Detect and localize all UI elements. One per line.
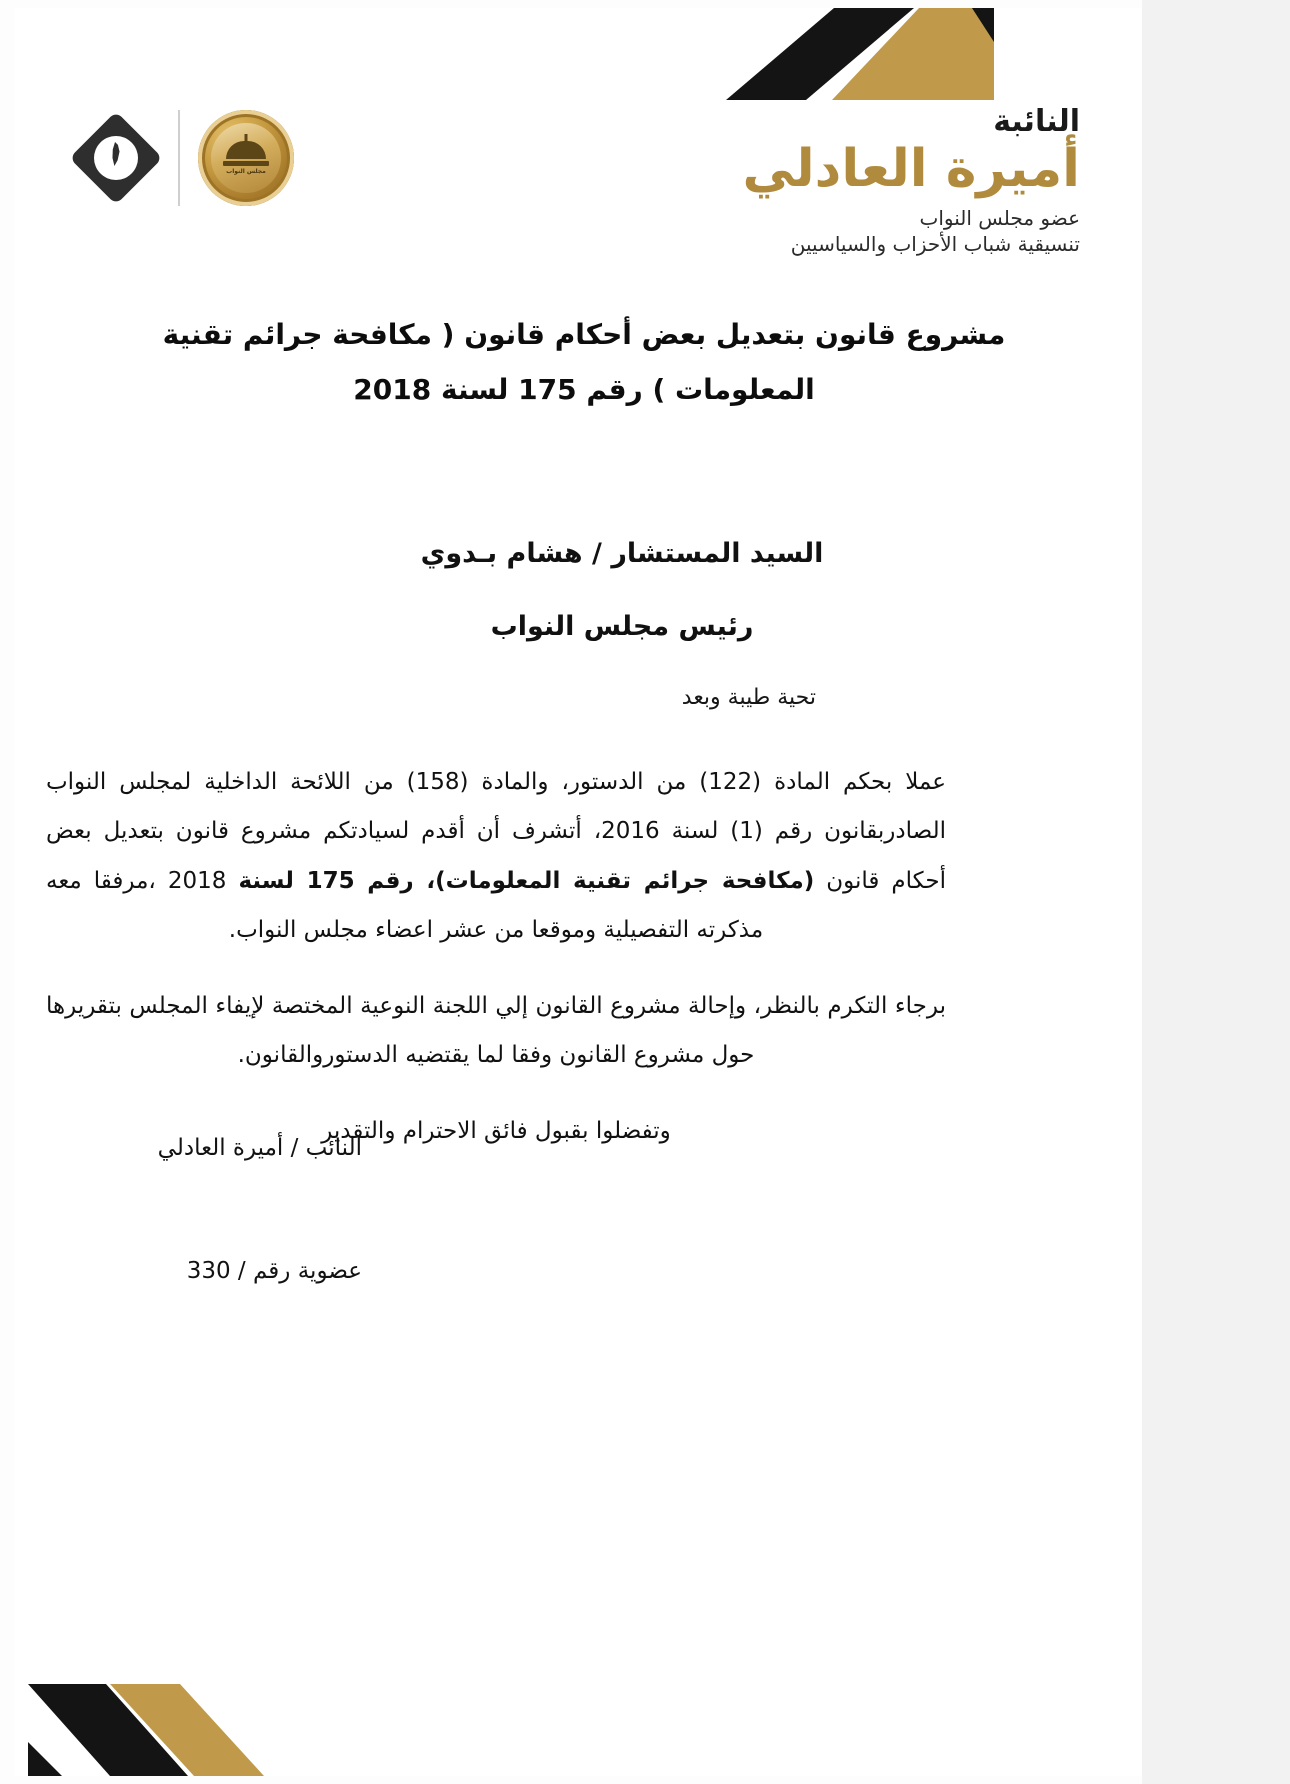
document-sheet: [14, 8, 1142, 1776]
representative-organization: تنسيقية شباب الأحزاب والسياسيين: [790, 231, 1080, 256]
body-paragraph-1-part-1: عملا بحكم المادة (122) من الدستور، والمادة (158) من اللائحة الداخلية لمجلس النواب الصادربقانون رقم (1) لسنة 2016، أتشرف أن أقدم لسيادتكم مشروع قانون بتعديل بعض أحكام قانون: [46, 769, 946, 894]
signature-membership-number: عضوية رقم / 330: [186, 1257, 362, 1284]
body-paragraph-1: [46, 758, 946, 956]
greeting-line: تحية طيبة وبعد: [681, 685, 816, 710]
coordination-logo-icon: [72, 112, 160, 204]
signature-name: النائب / أميرة العادلي: [157, 1135, 362, 1161]
representative-word: النائبة: [993, 104, 1080, 139]
addressee-post: رئيس مجلس النواب: [490, 611, 754, 642]
corner-decoration-top-right: [714, 8, 994, 100]
letter-body: [46, 758, 946, 1182]
parliament-seal-icon: [198, 110, 294, 206]
addressee-name: السيد المستشار / هشام بـدوي: [420, 538, 824, 569]
body-paragraph-3: وتفضلوا بقبول فائق الاحترام والتقدير: [321, 1117, 671, 1144]
letterhead-header: [14, 100, 1142, 278]
dome-shape-icon: [226, 141, 266, 159]
document-title: [134, 308, 1034, 417]
dome-base-shape: [223, 161, 269, 166]
parliament-seal-inner: [211, 123, 281, 193]
page-gutter: [1142, 0, 1290, 1784]
document-title-line-2: المعلومات ) رقم 175 لسنة 2018: [353, 372, 815, 406]
corner-decoration-bottom-left: [28, 1684, 288, 1776]
emblem-group: [72, 110, 294, 206]
emblem-divider: [178, 110, 180, 206]
body-paragraph-2: برجاء التكرم بالنظر، وإحالة مشروع القانون إلي اللجنة النوعية المختصة لإيفاء المجلس بتقريرها حول مشروع القانون وفقا لما يقتضيه الدستوروالقانون.: [46, 992, 946, 1069]
representative-role: عضو مجلس النواب: [919, 205, 1080, 230]
parliament-seal-label: مجلس النواب: [226, 168, 266, 175]
body-paragraph-1-bold: (مكافحة جرائم تقنية المعلومات)، رقم 175 لسنة: [238, 867, 815, 894]
representative-name: أميرة العادلي: [742, 138, 1080, 199]
shield-shape: [69, 111, 162, 204]
signature-block: [158, 1130, 362, 1290]
hands-map-mark-icon: [94, 136, 138, 180]
document-title-line-1: مشروع قانون بتعديل بعض أحكام قانون ( مكافحة جرائم تقنية: [162, 318, 1006, 351]
letterhead-identity: [743, 106, 1080, 257]
body-paragraph-1-part-2: 2018 ،مرفقا معه مذكرته التفصيلية وموقعا من عشر اعضاء مجلس النواب.: [46, 867, 764, 944]
addressee-block: [392, 538, 852, 642]
